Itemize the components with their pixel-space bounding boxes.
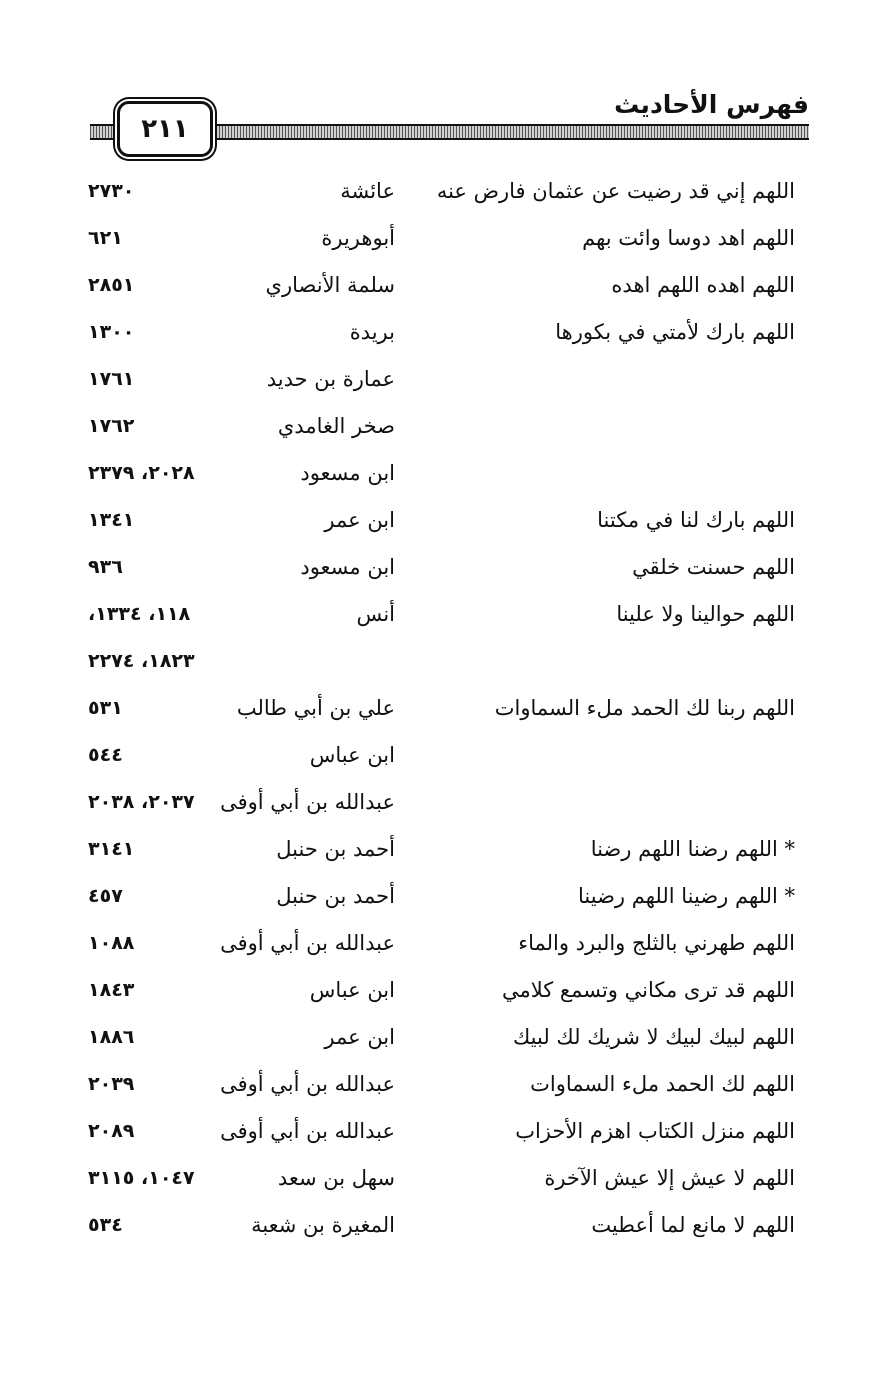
page-header-title: فهرس الأحاديث bbox=[614, 90, 809, 119]
narrator-name: علي بن أبي طالب bbox=[236, 696, 395, 720]
narrator-name: صخر الغامدي bbox=[277, 414, 395, 438]
index-entry bbox=[0, 1061, 873, 1108]
hadith-numbers: ٢٧٣٠ bbox=[88, 180, 135, 202]
hadith-numbers: ٤٥٧ bbox=[88, 885, 123, 907]
index-entry bbox=[0, 168, 873, 215]
narrator-name: عبدالله بن أبي أوفى bbox=[220, 1072, 395, 1096]
hadith-numbers: ٦٢١ bbox=[88, 227, 123, 249]
index-entry bbox=[0, 309, 873, 356]
hadith-numbers: ١٣٠٠ bbox=[88, 321, 135, 343]
hadith-numbers: ١٠٤٧، ٣١١٥ bbox=[88, 1167, 195, 1189]
hadith-numbers: ١٧٦٢ bbox=[88, 415, 135, 437]
narrator-name: عائشة bbox=[340, 179, 395, 203]
narrator-name: سلمة الأنصاري bbox=[265, 273, 395, 297]
narrator-name: عبدالله بن أبي أوفى bbox=[220, 790, 395, 814]
hadith-index-list bbox=[0, 168, 873, 1249]
hadith-text: اللهم اهده اللهم اهده bbox=[611, 273, 795, 297]
hadith-numbers: ٢٠٨٩ bbox=[88, 1120, 135, 1142]
narrator-name: أحمد بن حنبل bbox=[276, 837, 395, 861]
narrator-name: أبوهريرة bbox=[321, 226, 395, 250]
narrator-name: ابن مسعود bbox=[300, 555, 395, 579]
narrator-name: عمارة بن حديد bbox=[266, 367, 395, 391]
hadith-text: اللهم بارك لأمتي في بكورها bbox=[555, 320, 795, 344]
hadith-text: اللهم لا مانع لما أعطيت bbox=[591, 1213, 795, 1237]
index-entry bbox=[0, 591, 873, 638]
hadith-numbers: ١٣٤١ bbox=[88, 509, 135, 531]
hadith-numbers: ١٨٤٣ bbox=[88, 979, 135, 1001]
index-entry bbox=[0, 826, 873, 873]
narrator-name: ابن مسعود bbox=[300, 461, 395, 485]
hadith-text: اللهم ربنا لك الحمد ملء السماوات bbox=[494, 696, 795, 720]
index-entry bbox=[0, 262, 873, 309]
hadith-numbers: ٢٨٥١ bbox=[88, 274, 135, 296]
index-entry bbox=[0, 1155, 873, 1202]
narrator-name: ابن عمر bbox=[324, 1025, 395, 1049]
narrator-name: المغيرة بن شعبة bbox=[251, 1213, 395, 1237]
hadith-numbers: ٩٣٦ bbox=[88, 556, 123, 578]
hadith-numbers: ١٧٦١ bbox=[88, 368, 135, 390]
narrator-name: عبدالله بن أبي أوفى bbox=[220, 1119, 395, 1143]
narrator-name: عبدالله بن أبي أوفى bbox=[220, 931, 395, 955]
hadith-text: اللهم لك الحمد ملء السماوات bbox=[530, 1072, 795, 1096]
hadith-text: اللهم منزل الكتاب اهزم الأحزاب bbox=[515, 1119, 795, 1143]
index-entry bbox=[0, 450, 873, 497]
index-entry bbox=[0, 685, 873, 732]
narrator-name: سهل بن سعد bbox=[277, 1166, 395, 1190]
index-entry bbox=[0, 403, 873, 450]
index-entry bbox=[0, 1202, 873, 1249]
hadith-text: اللهم إني قد رضيت عن عثمان فارض عنه bbox=[436, 179, 795, 203]
hadith-numbers: ٢٠٢٨، ٢٣٧٩ bbox=[88, 462, 195, 484]
index-entry bbox=[0, 215, 873, 262]
hadith-numbers: ٥٣١ bbox=[88, 697, 123, 719]
hadith-numbers: ١٨٢٣، ٢٢٧٤ bbox=[88, 650, 195, 672]
narrator-name: ابن عباس bbox=[309, 978, 395, 1002]
hadith-text: اللهم طهرني بالثلج والبرد والماء bbox=[518, 931, 795, 955]
hadith-text: اللهم اهد دوسا وائت بهم bbox=[582, 226, 795, 250]
index-entry bbox=[0, 779, 873, 826]
hadith-text: اللهم حسنت خلقي bbox=[632, 555, 795, 579]
narrator-name: أنس bbox=[356, 602, 395, 626]
hadith-numbers: ٢٠٣٩ bbox=[88, 1073, 135, 1095]
hadith-text: اللهم لا عيش إلا عيش الآخرة bbox=[544, 1166, 795, 1190]
hadith-text: اللهم لبيك لبيك لا شريك لك لبيك bbox=[512, 1025, 795, 1049]
hadith-numbers: ٥٤٤ bbox=[88, 744, 123, 766]
index-entry bbox=[0, 544, 873, 591]
hadith-numbers: ١٨٨٦ bbox=[88, 1026, 135, 1048]
index-entry bbox=[0, 1014, 873, 1061]
hadith-numbers: ٣١٤١ bbox=[88, 838, 135, 860]
narrator-name: أحمد بن حنبل bbox=[276, 884, 395, 908]
hadith-numbers: ٢٠٣٧، ٢٠٣٨ bbox=[88, 791, 195, 813]
index-entry bbox=[0, 1108, 873, 1155]
hadith-numbers: ١٠٨٨ bbox=[88, 932, 135, 954]
index-entry bbox=[0, 356, 873, 403]
hadith-text: اللهم قد ترى مكاني وتسمع كلامي bbox=[501, 978, 795, 1002]
index-entry bbox=[0, 873, 873, 920]
narrator-name: ابن عباس bbox=[309, 743, 395, 767]
narrator-name: بريدة bbox=[349, 320, 395, 344]
index-entry bbox=[0, 497, 873, 544]
hadith-text: اللهم بارك لنا في مكتنا bbox=[597, 508, 795, 532]
hadith-text: اللهم حوالينا ولا علينا bbox=[616, 602, 795, 626]
index-entry bbox=[0, 920, 873, 967]
index-entry bbox=[0, 967, 873, 1014]
hadith-text: * اللهم رضينا اللهم رضينا bbox=[578, 884, 795, 908]
page-number: ٢١١ bbox=[117, 101, 213, 157]
hadith-text: * اللهم رضنا اللهم رضنا bbox=[590, 837, 795, 861]
index-entry bbox=[0, 732, 873, 779]
hadith-numbers: ١١٨، ١٣٣٤، bbox=[88, 603, 191, 625]
hadith-numbers: ٥٣٤ bbox=[88, 1214, 123, 1236]
narrator-name: ابن عمر bbox=[324, 508, 395, 532]
index-entry bbox=[0, 638, 873, 685]
